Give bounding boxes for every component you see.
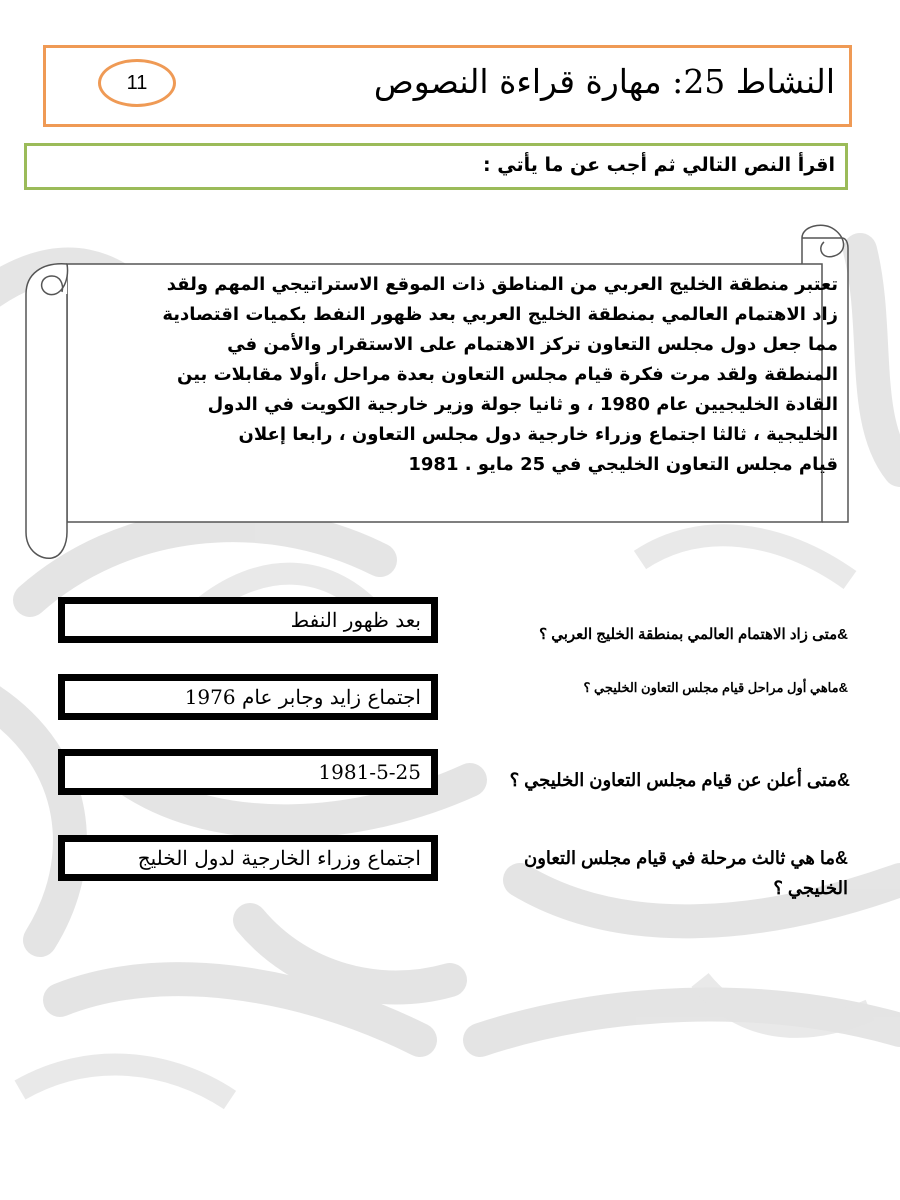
- passage-line: مما جعل دول مجلس التعاون تركز الاهتمام على الاستقرار والأمن في: [227, 334, 838, 355]
- answer-box-4[interactable]: اجتماع وزراء الخارجية لدول الخليج: [58, 835, 438, 881]
- passage-line: المنطقة ولقد مرت فكرة قيام مجلس التعاون بعدة مراحل ،أولا مقابلات بين: [177, 364, 838, 385]
- instruction-banner: اقرأ النص التالي ثم أجب عن ما يأتي :: [24, 143, 848, 190]
- activity-title: النشاط 25: مهارة قراءة النصوص: [373, 62, 835, 101]
- answer-box-2[interactable]: اجتماع زايد وجابر عام 1976: [58, 674, 438, 720]
- activity-header: [43, 45, 852, 127]
- answer-box-3[interactable]: 1981-5-25: [58, 749, 438, 795]
- passage-text: [84, 270, 838, 480]
- passage-line: زاد الاهتمام العالمي بمنطقة الخليج العربي بعد ظهور النفط بكميات اقتصادية: [162, 304, 838, 325]
- question-2: &ماهي أول مراحل قيام مجلس التعاون الخليجي ؟: [583, 680, 848, 695]
- passage-line: قيام مجلس التعاون الخليجي في 25 مايو . 1981: [408, 454, 838, 475]
- answer-box-1[interactable]: بعد ظهور النفط: [58, 597, 438, 643]
- question-3: &متى أعلن عن قيام مجلس التعاون الخليجي ؟: [509, 770, 850, 790]
- question-1: &متى زاد الاهتمام العالمي بمنطقة الخليج العربي ؟: [539, 626, 848, 643]
- passage-line: الخليجية ، ثالثا اجتماع وزراء خارجية دول مجلس التعاون ، رابعا إعلان: [238, 424, 838, 445]
- question-4-line-1: &ما هي ثالث مرحلة في قيام مجلس التعاون: [523, 848, 848, 868]
- page-number-badge: 11: [98, 59, 176, 107]
- passage-line: القادة الخليجيين عام 1980 ، و ثانيا جولة وزير خارجية الكويت في الدول: [207, 394, 838, 415]
- passage-line: تعتبر منطقة الخليج العربي من المناطق ذات الموقع الاستراتيجي المهم ولقد: [166, 274, 838, 295]
- question-4-line-2: الخليجي ؟: [773, 878, 848, 898]
- passage-scroll: [22, 222, 852, 562]
